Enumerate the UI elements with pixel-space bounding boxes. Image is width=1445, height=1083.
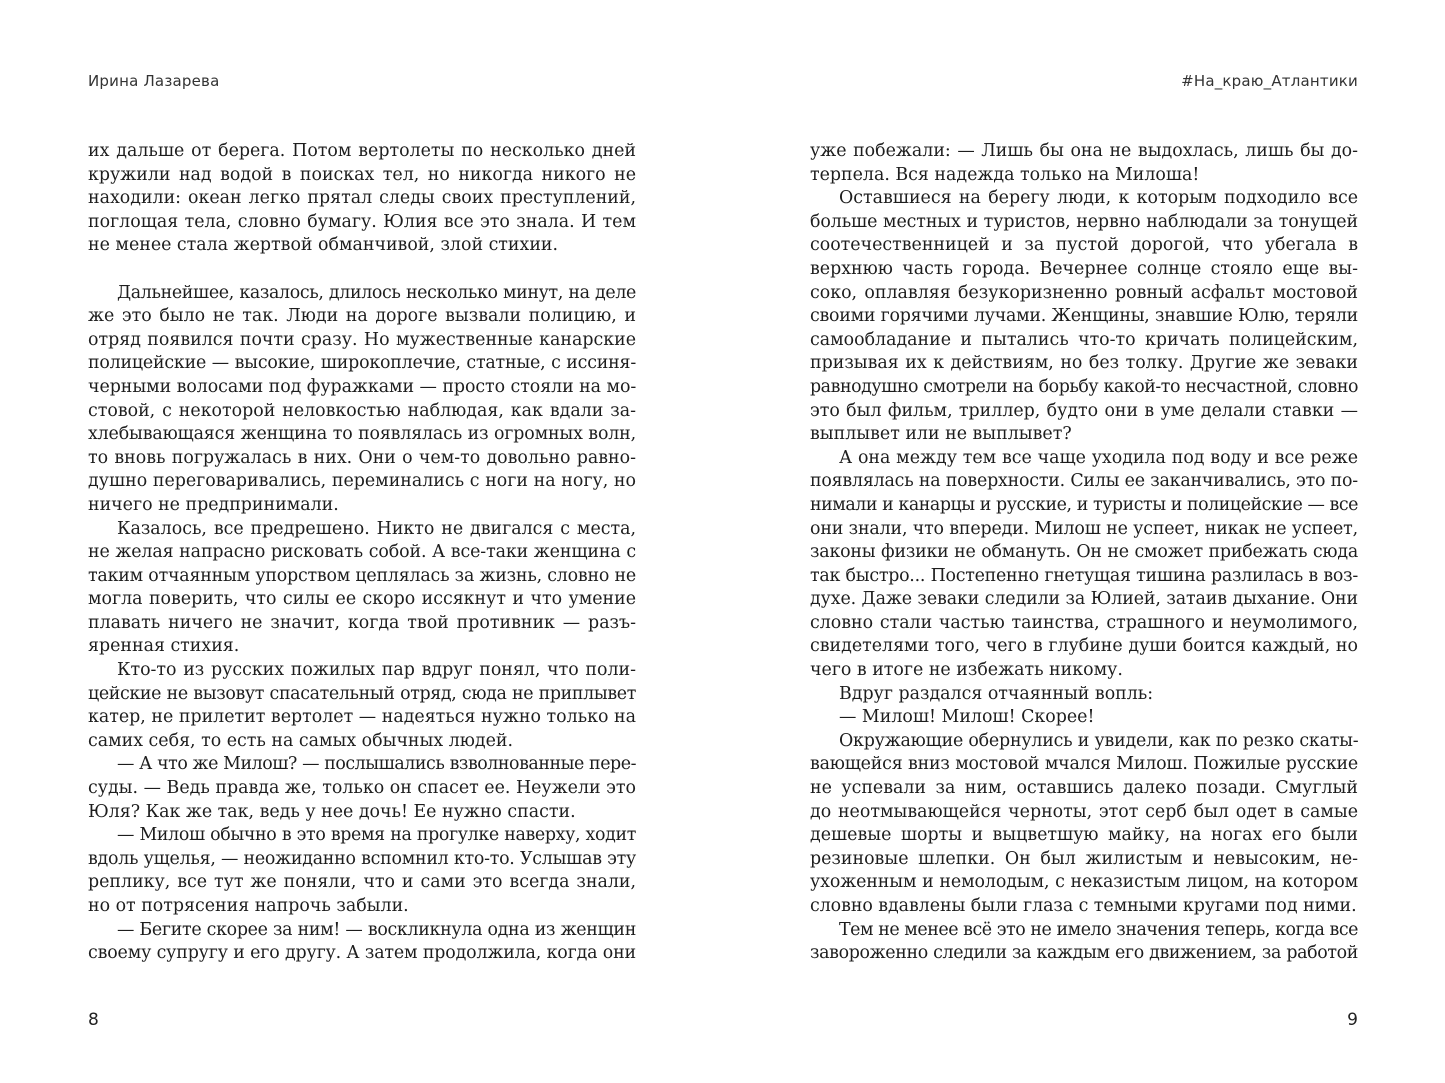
text-line: катер, не прилетит вертолет — надеяться нужно только на xyxy=(88,707,636,728)
text-line: словно стали частью таинства, страшного и неумолимого, xyxy=(810,612,1358,633)
text-line: появлялась на поверхности. Силы ее заканчивались, это по- xyxy=(810,471,1358,492)
page-number-left: 8 xyxy=(88,1010,99,1030)
text-line: Казалось, все предрешено. Никто не двигался с места, xyxy=(117,518,636,539)
text-line: кружили над водой в поисках тел, но никогда никого не xyxy=(88,164,636,185)
text-line: полицейские — высокие, широкоплечие, статные, с иссиня- xyxy=(88,353,636,374)
text-line: их дальше от берега. Потом вертолеты по несколько дней xyxy=(88,141,636,161)
text-line: больше местных и туристов, нервно наблюдали за тонущей xyxy=(810,211,1358,232)
text-line: своими горячими лучами. Женщины, знавшие Юлю, теряли xyxy=(810,306,1358,327)
text-line: не успевали за ним, оставшись далеко позади. Смуглый xyxy=(810,778,1358,799)
text-line: яренная стихия. xyxy=(88,636,240,657)
text-line: вающейся вниз мостовой мчался Милош. Пожилые русские xyxy=(810,754,1358,775)
text-line: соко, оплавляя безукоризненно ровный асфальт мостовой xyxy=(810,282,1358,303)
right-page xyxy=(723,0,1445,1083)
text-line: таким отчаянным упорством цеплялась за жизнь, словно не xyxy=(88,565,636,586)
text-line: плавать ничего не значит, когда твой противник — разъ- xyxy=(88,612,636,633)
text-line: призывая их к действиям, но без толку. Другие же зеваки xyxy=(810,353,1358,374)
text-line: уже побежали: — Лишь бы она не выдохлась, лишь бы до- xyxy=(810,141,1358,161)
text-line: Оставшиеся на берегу люди, к которым подходило все xyxy=(839,188,1358,209)
text-line: дешевые шорты и выцветшую майку, на ногах его были xyxy=(810,825,1358,846)
text-line: ничего не предпринимали. xyxy=(88,494,339,515)
text-line: цейские не вызовут спасательный отряд, сюда не приплывет xyxy=(88,683,636,704)
text-line: находили: океан легко прятал следы своих преступлений, xyxy=(88,188,636,209)
right-text-block xyxy=(810,140,1358,966)
text-line: свидетелями того, чего в глубине души боится каждый, но xyxy=(810,636,1358,657)
text-line: Юля? Как же так, ведь у нее дочь! Ее нужно спасти. xyxy=(88,801,576,822)
text-line: стовой, с некоторой неловкостью наблюдая, как вдали за- xyxy=(88,400,636,421)
text-line: душно переговаривались, переминались с ноги на ногу, но xyxy=(88,471,636,492)
text-line: Дальнейшее, казалось, длилось несколько минут, на деле xyxy=(117,282,636,303)
text-line: это был фильм, триллер, будто они в уме делали ставки — xyxy=(810,400,1358,421)
text-line: — Милош! Милош! Скорее! xyxy=(839,707,1095,728)
page-number-right: 9 xyxy=(1347,1010,1358,1030)
text-line: не менее стала жертвой обманчивой, злой стихии. xyxy=(88,235,559,256)
text-line: Окружающие обернулись и увидели, как по резко скаты- xyxy=(839,730,1359,751)
text-line: могла поверить, что силы ее скоро иссякнут и что умение xyxy=(88,589,636,610)
text-line: словно вдавлены были глаза с темными кругами под ними. xyxy=(810,896,1357,916)
text-line: же это было не так. Люди на дороге вызвали полицию, и xyxy=(88,306,636,327)
text-line: нимали и канарцы и русские, и туристы и полицейские — все xyxy=(810,494,1358,515)
text-line: реплику, все тут же поняли, что и сами это всегда знали, xyxy=(88,872,636,893)
text-line: то вновь погружалась в них. Они о чем-то довольно равно- xyxy=(88,447,636,468)
text-line: черными волосами под фуражками — просто стояли на мо- xyxy=(88,376,637,397)
text-line: своему супругу и его другу. А затем продолжила, когда они xyxy=(88,943,636,964)
text-line: — Милош обычно в это время на прогулке наверху, ходит xyxy=(117,825,636,846)
text-line: поглощая тела, словно бумагу. Юлия все это знала. И тем xyxy=(88,211,636,232)
running-head-title: #На_краю_Атлантики xyxy=(1181,72,1358,90)
text-line: верхнюю часть города. Вечернее солнце стояло еще вы- xyxy=(810,258,1358,279)
text-line: ухоженным и немолодым, с неказистым лицом, на котором xyxy=(810,872,1358,893)
text-line: хлебывающаяся женщина то появлялась из огромных волн, xyxy=(88,424,636,445)
text-line: вдоль ущелья, — неожиданно вспомнил кто-то. Услышав эту xyxy=(88,848,636,869)
text-line: до неотмывающейся черноты, этот серб был одет в самые xyxy=(810,801,1358,822)
text-line: — А что же Милош? — послышались взволнованные пере- xyxy=(117,754,636,775)
text-line: суды. — Ведь правда же, только он спасет ее. Неужели это xyxy=(88,778,636,799)
text-line: но от потрясения напрочь забыли. xyxy=(88,896,409,916)
text-line: самих себя, то есть на самых обычных людей. xyxy=(88,730,514,751)
text-line: они знали, что впереди. Милош не успеет, никак не успеет, xyxy=(810,518,1358,539)
left-page xyxy=(0,0,722,1083)
text-line: отряд появился почти сразу. Но мужественные канарские xyxy=(88,329,636,350)
text-line: резиновые шлепки. Он был жилистым и невысоким, не- xyxy=(810,848,1358,869)
text-line: — Бегите скорее за ним! — воскликнула одна из женщин xyxy=(117,919,636,940)
text-line: Вдруг раздался отчаянный вопль: xyxy=(839,683,1154,704)
text-line: равнодушно смотрели на борьбу какой-то несчастной, словно xyxy=(810,376,1358,397)
text-line: не желая напрасно рисковать собой. А все-таки женщина с xyxy=(88,542,636,563)
running-head-author: Ирина Лазарева xyxy=(88,72,220,90)
text-line: выплывет или не выплывет? xyxy=(810,424,1072,445)
text-line: Кто-то из русских пожилых пар вдруг понял, что поли- xyxy=(117,660,636,681)
left-text-block xyxy=(88,140,636,966)
text-line: А она между тем все чаще уходила под воду и все реже xyxy=(839,447,1358,468)
text-line: соотечественницей и за пустой дорогой, что убегала в xyxy=(810,235,1358,256)
section-break xyxy=(88,258,636,282)
text-line: духе. Даже зеваки следили за Юлией, затаив дыхание. Они xyxy=(810,589,1358,610)
text-line: законы физики не обмануть. Он не сможет прибежать сюда xyxy=(810,542,1358,563)
text-line: Тем не менее всё это не имело значения теперь, когда все xyxy=(839,919,1358,940)
text-line: самообладание и пытались что-то кричать полицейским, xyxy=(810,329,1358,350)
text-line: чего в итоге не избежать никому. xyxy=(810,660,1123,681)
text-line: так быстро... Постепенно гнетущая тишина разлилась в воз- xyxy=(810,565,1358,586)
text-line: терпела. Вся надежда только на Милоша! xyxy=(810,164,1200,185)
text-line: завороженно следили за каждым его движением, за работой xyxy=(810,943,1358,964)
